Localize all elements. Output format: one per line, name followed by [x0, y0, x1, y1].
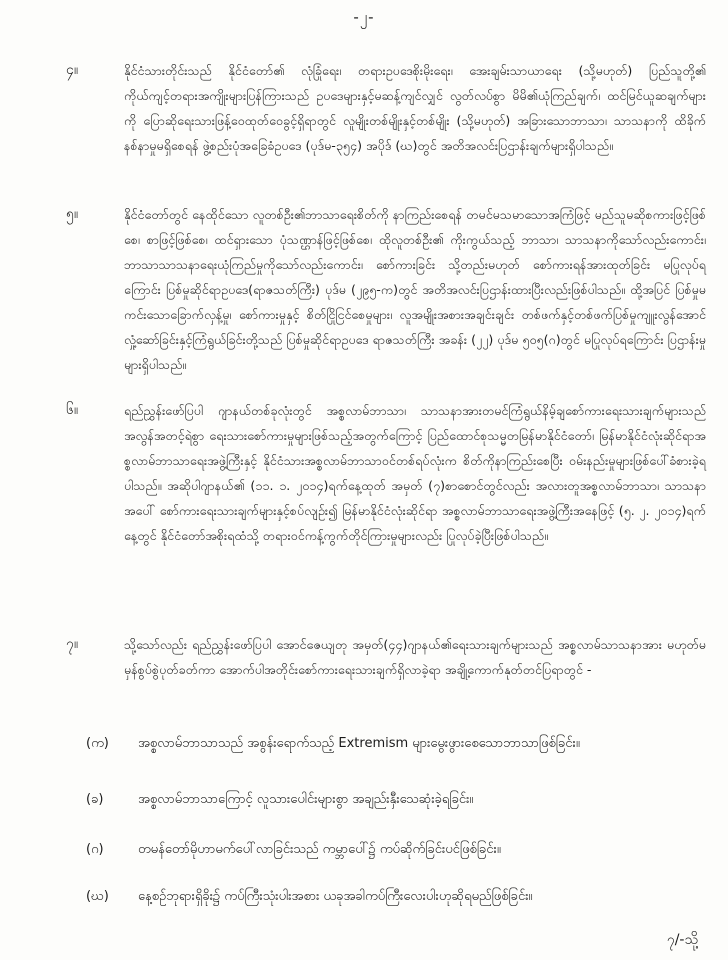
list-item-text: အစ္စလာမ်ဘာသာသည် အစွန်းရောက်သည့် Extremism များမွေးဖွားစေသောဘာသာဖြစ်ခြင်း။ — [138, 736, 580, 751]
paragraph-4 — [66, 58, 706, 158]
list-item-label: (ဃ) — [86, 889, 109, 904]
paragraph-5 — [66, 202, 706, 377]
list-item-text: နေ့စဉ်ဘုရားရှိခိုး၌ ကပ်ကြီးသုံးပါးအစား ယခုအခါကပ်ကြီးလေးပါးဟုဆိုရမည်ဖြစ်ခြင်း။ — [138, 889, 533, 904]
paragraph-number: ၇။ — [66, 636, 79, 652]
paragraph-number: ၄။ — [66, 62, 79, 78]
paragraph-7 — [66, 632, 706, 682]
list-item-text: အစ္စလာမ်ဘာသာကြောင့် လူသားပေါင်းများစွာ အချည်းနှီးသေဆုံးခဲ့ရခြင်း။ — [138, 792, 474, 807]
page-number: -၂- — [353, 8, 375, 26]
list-item-kha — [86, 789, 706, 811]
list-item-text: တမန်တော်မိုဟာမက်ပေါ်လာခြင်းသည် ကမ္ဘာပေါ်၌ ကပ်ဆိုက်ခြင်းပင်ဖြစ်ခြင်း။ — [138, 842, 501, 857]
paragraph-text: နိုင်ငံတော်တွင် နေထိုင်သော လူတစ်ဦး၏ဘာသာရေးစိတ်ကို နာကြည်းစေရန် တမင်မသမာသောအကြံဖြင့် မည်သူမဆိုစကားဖြင့်ဖြစ်စေ၊ စာဖြင့်ဖြစ်စေ၊ ထင်ရှားသော ပုံသဏ္ဌာန်ဖြင့်ဖြစ်စေ၊ ထိုလူတစ်ဦး၏ ကိုးကွယ်သည့် ဘာသာ၊ သာသနာကိုသော်လည်းကောင်း၊ ဘာသာသာသနာရေးယုံကြည်မှုကိုသော်လည်းကောင်း၊ စော်ကားခြင်း သို့တည်းမဟုတ် စော်ကားရန်အားထုတ်ခြင်း မပြုလုပ်ရကြောင်း ပြစ်မှုဆိုင်ရာဥပဒေ(ရာဇသတ်ကြီး) ပုဒ်မ (၂၉၅-က)တွင် အတိအလင်းပြဌာန်းထားပြီးလည်းဖြစ်ပါသည်။ ထို့အပြင် ပြစ်မှုမကင်းသောခြောက်လှန့်မှု၊ စော်ကားမှုနှင့် စိတ်ငြိုငြင်စေမှုများ၊ လူအမျိုးအစားအချင်းချင်း တစ်ဖက်နှင့်တစ်ဖက်ပြစ်မှုကျူးလွန်အောင် လှုံ့ဆော်ခြင်းနှင့်ကြံရွယ်ခြင်းတို့သည် ပြစ်မှုဆိုင်ရာဥပဒေ ရာဇသတ်ကြီး အခန်း (၂၂) ပုဒ်မ ၅၀၅(ဂ)တွင် မပြုလုပ်ရကြောင်း ပြဌာန်းမှုများရှိပါသည်။ — [124, 207, 706, 372]
list-item-label: (ဂ) — [86, 842, 104, 857]
paragraph-number: ၅။ — [66, 206, 79, 222]
paragraph-text: နိုင်ငံသားတိုင်းသည် နိုင်ငံတော်၏ လုံခြုံရေး၊ တရားဥပဒေစိုးမိုးရေး၊ အေးချမ်းသာယာရေး (သို့မဟုတ်) ပြည်သူတို့၏ ကိုယ်ကျင့်တရားအကျိုးများပြန်ကြားသည် ဥပဒေများနှင့်မဆန့်ကျင်လျှင် လွတ်လပ်စွာ မိမိ၏ယုံကြည်ချက်၊ ထင်မြင်ယူဆချက်များကို ပြောဆိုရေးသားဖြန့်ဝေထုတ်ဝေခွင့်ရှိရာတွင် လူမျိုးတစ်မျိုးနှင့်တစ်မျိုး (သို့မဟုတ်) အခြားသောဘာသာ၊ သာသနာကို ထိခိုက်နစ်နာမှုမရှိစေရန် ဖွဲ့စည်းပုံအခြေခံဥပဒေ (ပုဒ်မ-၃၅၄) အပိုဒ် (ဃ)တွင် အတိအလင်းပြဌာန်းချက်များရှိပါသည်။ — [124, 63, 706, 153]
list-item-label: (ခ) — [86, 792, 104, 807]
paragraph-6 — [66, 398, 706, 548]
paragraph-number: ၆။ — [66, 402, 79, 418]
list-item-ka — [86, 733, 706, 755]
next-page-reference: ၇/-သို့ — [666, 932, 698, 948]
list-item-gha — [86, 886, 706, 908]
paragraph-text: သို့သော်လည်း ရည်ညွှန်းဖော်ပြပါ အောင်ဇေယျတု အမှတ်(၄၄)ဂျာနယ်၏ရေးသားချက်များသည် အစ္စလာမ်သာသနာအား မဟုတ်မမှန်စွပ်စွဲပုတ်ခတ်ကာ အောက်ပါအတိုင်းစော်ကားရေးသားချက်ရှိလာခဲ့ရာ အချို့ကောက်နုတ်တင်ပြရာတွင် - — [124, 637, 706, 677]
paragraph-text: ရည်ညွှန်းဖော်ပြပါ ဂျာနယ်တစ်ခုလုံးတွင် အစ္စလာမ်ဘာသာ၊ သာသနာအားတမင်ကြံရွယ်နိမ့်ချစော်ကားရေးသားချက်များသည် အလွန်အတင့်ရဲစွာ ရေးသားစော်ကားမှုများဖြစ်သည့်အတွက်ကြောင့် ပြည်ထောင်စုသမ္မတမြန်မာနိုင်ငံတော်၊ မြန်မာနိုင်ငံလုံးဆိုင်ရာအစ္စလာမ်ဘာသာရေးအဖွဲ့ကြီးနှင့် နိုင်ငံသားအစ္စလာမ်ဘာသာဝင်တစ်ရပ်လုံးက စိတ်ကိုနာကြည်းစေပြီး ဝမ်းနည်းမှုများဖြစ်ပေါ်ခံစားခဲ့ရပါသည်။ အဆိုပါဂျာနယ်၏ (၁၁. ၁. ၂၀၁၄)ရက်နေ့ထုတ် အမှတ် (၇)စာစောင်တွင်လည်း အလားတူအစ္စလာမ်ဘာသာ၊ သာသနာအပေါ် စော်ကားရေးသားချက်များနှင့်စပ်လျဉ်း၍ မြန်မာနိုင်ငံလုံးဆိုင်ရာ အစ္စလာမ်ဘာသာရေးအဖွဲ့ကြီးအနေဖြင့် (၅. ၂. ၂၀၁၄)ရက်နေ့တွင် နိုင်ငံတော်အစိုးရထံသို့ တရားဝင်ကန့်ကွက်တိုင်ကြားမှုများလည်း ပြုလုပ်ခဲ့ပြီးဖြစ်ပါသည်။ — [124, 403, 706, 543]
list-item-ga — [86, 839, 706, 861]
list-item-label: (က) — [86, 736, 109, 751]
